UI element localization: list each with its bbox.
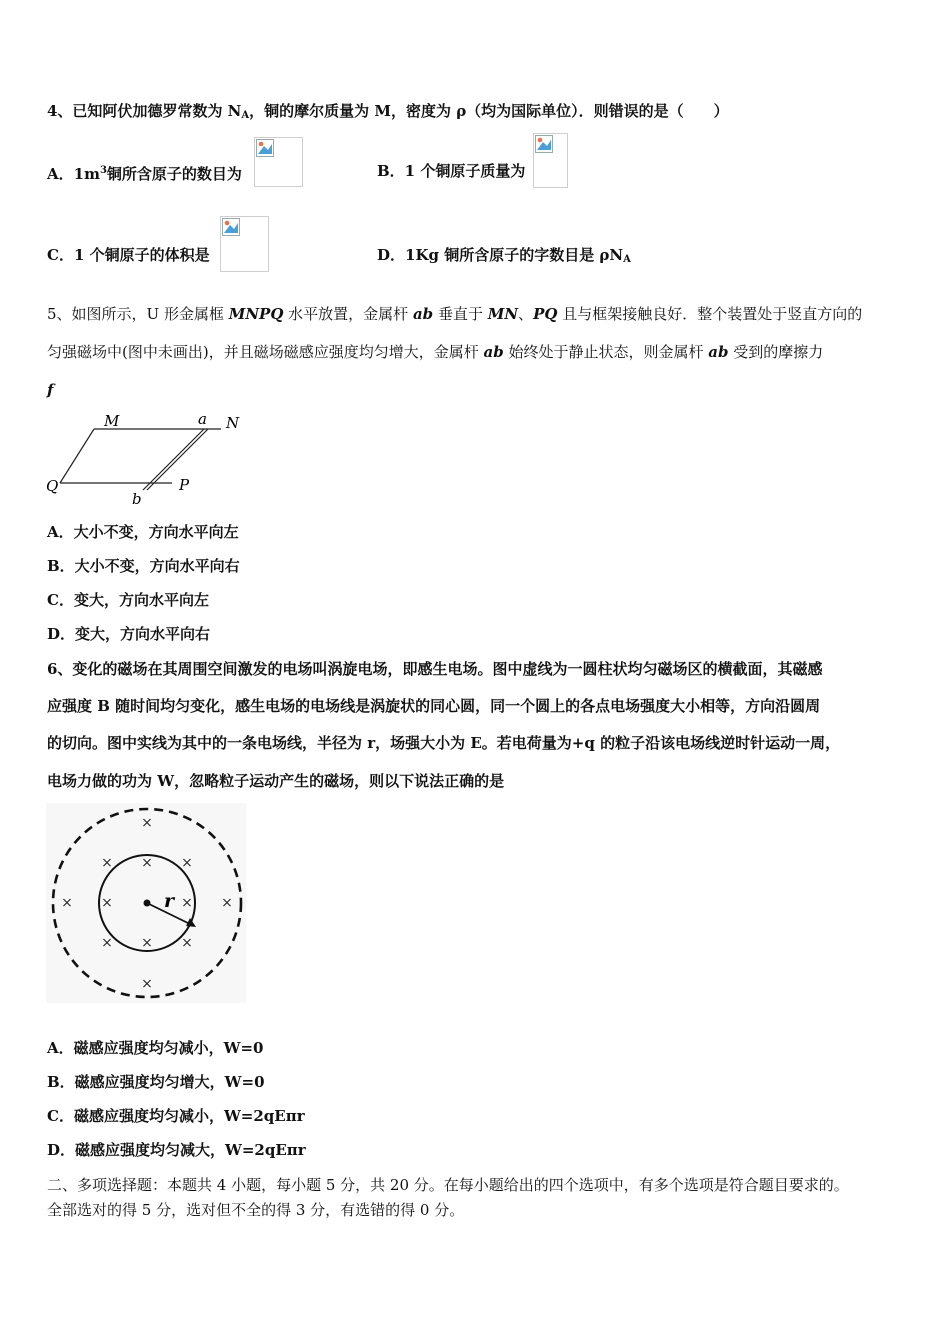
q4-option-c: C．1 个铜原子的体积是 — [47, 246, 210, 264]
q4-stem-pre: 4、已知阿伏加德罗常数为 N — [47, 102, 242, 120]
label-r: r — [164, 890, 175, 912]
q4-stem — [47, 101, 729, 126]
q4-option-a-formula-image — [254, 137, 303, 187]
q5-frame-figure — [44, 408, 249, 508]
q4-option-a-post: 铜所含原子的数目为 — [106, 165, 242, 183]
q6-stem-line-1: 6、变化的磁场在其周围空间激发的电场叫涡旋电场，即感生电场。图中虚线为一圆柱状均匀磁场区的横截面，其磁感 — [47, 660, 823, 678]
q6-option-b: B．磁感应强度均匀增大，W=0 — [47, 1073, 265, 1091]
q6-option-c: C．磁感应强度均匀减小，W=2qEπr — [47, 1107, 305, 1125]
q5-option-c: C．变大，方向水平向左 — [47, 591, 209, 609]
q5-stem-line-3: f — [47, 381, 54, 399]
broken-image-icon — [222, 218, 240, 236]
cross-mark: × — [221, 895, 233, 911]
q5-stem-line-1 — [47, 304, 862, 324]
q5-l2-a: 匀强磁场中(图中未画出)，并且磁场磁感应强度均匀增大，金属杆 — [47, 343, 484, 361]
q5-l1-d: 、 — [518, 305, 534, 323]
section2-heading-line-1: 二、多项选择题：本题共 4 小题，每小题 5 分，共 20 分。在每小题给出的四个选项中，有多个选项是符合题目要求的。 — [47, 1176, 849, 1194]
q4-option-b: B．1 个铜原子质量为 — [377, 162, 526, 180]
label-q: Q — [46, 477, 59, 495]
rod-ab-edge-1 — [143, 429, 204, 490]
rod-ab-edge-2 — [147, 429, 208, 490]
q5-l2-ab2: ab — [708, 343, 729, 361]
q5-l1-mnpq: MNPQ — [228, 305, 284, 323]
cross-mark: × — [101, 935, 113, 951]
cross-mark: × — [141, 855, 153, 871]
q5-l2-b: 始终处于静止状态，则金属杆 — [503, 343, 709, 361]
label-m: M — [104, 412, 120, 430]
q5-l1-b: 水平放置，金属杆 — [283, 305, 413, 323]
q4-option-c-formula-image — [220, 216, 269, 272]
q5-l1-mn: MN — [487, 305, 519, 323]
rail-mq — [60, 429, 94, 483]
q5-option-b: B．大小不变，方向水平向右 — [47, 557, 240, 575]
cross-mark: × — [101, 855, 113, 871]
q5-option-d: D．变大，方向水平向右 — [47, 625, 211, 643]
q6-option-a: A．磁感应强度均匀减小，W=0 — [47, 1039, 264, 1057]
label-p: P — [179, 476, 190, 494]
q6-stem-line-4: 电场力做的功为 W，忽略粒子运动产生的磁场，则以下说法正确的是 — [47, 772, 505, 790]
broken-image-icon — [535, 135, 553, 153]
cross-mark: × — [181, 895, 193, 911]
q6-option-d: D．磁感应强度均匀减大，W=2qEπr — [47, 1141, 306, 1159]
q4-stem-sub: A — [241, 110, 250, 121]
q6-field-figure — [46, 803, 246, 1003]
cross-mark: × — [141, 935, 153, 951]
label-b: b — [132, 490, 142, 508]
q5-l1-ab: ab — [412, 305, 434, 323]
cross-mark: × — [181, 855, 193, 871]
q5-l1-a: 5、如图所示，U 形金属框 — [47, 305, 229, 323]
q4-option-d-pre: D．1Kg 铜所含原子的字数目是 ρN — [377, 246, 624, 264]
cross-mark: × — [141, 815, 153, 831]
section2-heading-line-2: 全部选对的得 5 分，选对但不全的得 3 分，有选错的得 0 分。 — [47, 1201, 465, 1219]
cross-mark: × — [61, 895, 73, 911]
q4-option-b-formula-image — [533, 133, 568, 188]
q5-l1-pq: PQ — [533, 305, 558, 323]
q6-stem-line-2: 应强度 B 随时间均匀变化，感生电场的电场线是涡旋状的同心圆，同一个圆上的各点电场强度大小相等，方向沿圆周 — [47, 697, 821, 715]
q5-stem-line-2 — [47, 342, 823, 362]
label-a: a — [198, 410, 207, 428]
q4-option-a — [47, 161, 242, 184]
q4-stem-mid: ，铜的摩尔质量为 M，密度为 ρ（均为国际单位）．则错误的是（ ） — [249, 102, 729, 120]
q4-option-d-sub: A — [623, 254, 631, 265]
q5-l1-e: 且与框架接触良好．整个装置处于竖直方向的 — [557, 305, 863, 323]
q4-option-d — [377, 245, 631, 270]
label-n: N — [226, 414, 240, 432]
q5-l2-ab1: ab — [483, 343, 504, 361]
q4-option-a-sup: 3 — [99, 165, 107, 176]
cross-mark: × — [181, 935, 193, 951]
broken-image-icon — [256, 139, 274, 157]
cross-mark: × — [101, 895, 113, 911]
q6-stem-line-3: 的切向。图中实线为其中的一条电场线，半径为 r，场强大小为 E。若电荷量为+q 的粒子沿该电场线逆时针运动一周， — [47, 734, 841, 752]
q5-option-a: A．大小不变，方向水平向左 — [47, 523, 239, 541]
q4-option-a-pre: A．1m — [47, 165, 100, 183]
q5-l2-c: 受到的摩擦力 — [728, 343, 824, 361]
q5-l1-c: 垂直于 — [433, 305, 488, 323]
cross-mark: × — [141, 976, 153, 992]
